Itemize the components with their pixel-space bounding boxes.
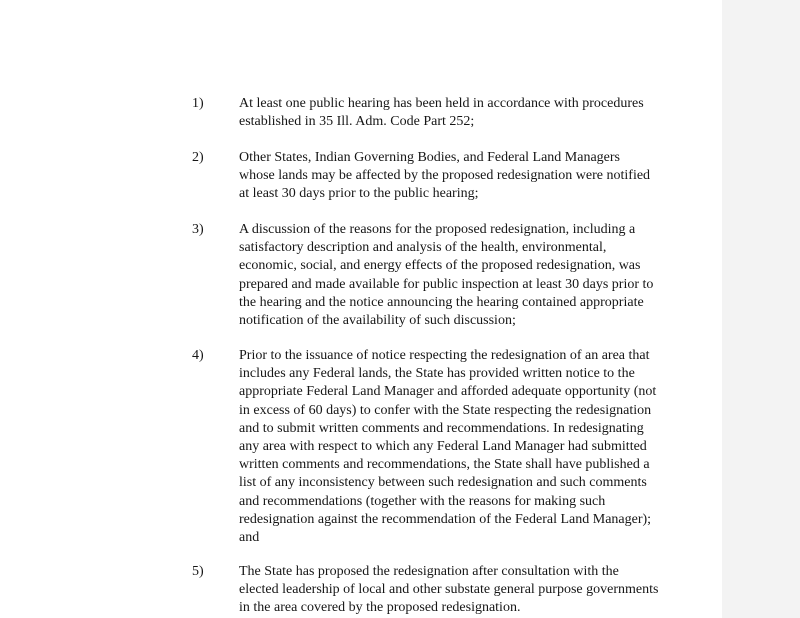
text-line: written comments and recommendations, the State shall have published a	[239, 457, 650, 473]
item-text	[239, 95, 714, 131]
text-line: The State has proposed the redesignation after consultation with the	[239, 564, 619, 579]
text-line: A discussion of the reasons for the proposed redesignation, including a	[239, 222, 636, 237]
item-text	[239, 149, 714, 204]
text-line: At least one public hearing has been held in accordance with procedures	[239, 96, 644, 111]
item-number: 5)	[192, 564, 204, 579]
item-number: 4)	[192, 348, 204, 363]
text-line: satisfactory description and analysis of the health, environmental,	[239, 240, 607, 256]
page-margin-shade	[722, 0, 800, 618]
text-line: the hearing and the notice announcing the hearing contained appropriate	[239, 294, 644, 310]
text-line: prepared and made available for public inspection at least 30 days prior to	[239, 276, 654, 292]
item-number: 2)	[192, 150, 204, 165]
text-line: in excess of 60 days) to confer with the State respecting the redesignation	[239, 402, 652, 418]
item-number: 1)	[192, 96, 204, 111]
text-line: whose lands may be affected by the proposed redesignation were notified	[239, 168, 651, 184]
text-line: elected leadership of local and other substate general purpose governments	[239, 582, 659, 598]
text-line: and recommendations (together with the reasons for making such	[239, 493, 606, 509]
text-line: appropriate Federal Land Manager and afforded adequate opportunity (not	[239, 384, 657, 400]
text-line: at least 30 days prior to the public hearing;	[239, 186, 479, 202]
text-line: economic, social, and energy effects of the proposed redesignation, was	[239, 258, 641, 274]
text-line: notification of the availability of such discussion;	[239, 313, 516, 329]
text-line: in the area covered by the proposed redesignation.	[239, 600, 521, 616]
text-line: Other States, Indian Governing Bodies, and Federal Land Managers	[239, 150, 621, 165]
text-line: and to submit written comments and recommendations. In redesignating	[239, 420, 644, 436]
item-number: 3)	[192, 222, 204, 237]
text-line: Prior to the issuance of notice respecting the redesignation of an area that	[239, 348, 650, 363]
text-line: list of any inconsistency between such redesignation and such comments	[239, 475, 647, 491]
item-text	[239, 221, 714, 330]
text-line: established in 35 Ill. Adm. Code Part 252;	[239, 114, 475, 130]
text-line: any area with respect to which any Federal Land Manager had submitted	[239, 439, 647, 455]
item-text	[239, 347, 714, 547]
item-text	[239, 563, 714, 618]
text-line: includes any Federal lands, the State has provided written notice to the	[239, 366, 635, 382]
text-line: and	[239, 530, 260, 546]
text-line: redesignation against the recommendation of the Federal Land Manager);	[239, 511, 652, 527]
